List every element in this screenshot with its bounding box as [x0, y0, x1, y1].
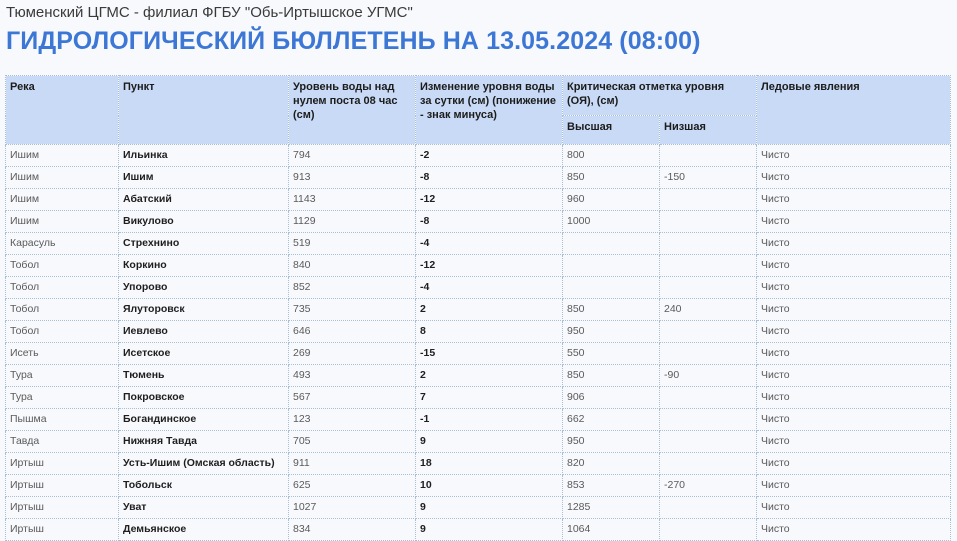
cell-ice-phenomena: Чисто [757, 145, 951, 167]
cell-level-change: -8 [416, 211, 563, 233]
cell-station: Ильинка [119, 145, 289, 167]
table-row [6, 321, 951, 343]
cell-critical-low [660, 233, 757, 255]
cell-station: Тобольск [119, 475, 289, 497]
cell-critical-high: 960 [563, 189, 660, 211]
cell-critical-low [660, 343, 757, 365]
column-header-critical-low: Низшая [660, 116, 757, 145]
cell-station: Викулово [119, 211, 289, 233]
cell-water-level: 911 [289, 453, 416, 475]
cell-critical-high: 1000 [563, 211, 660, 233]
cell-critical-low [660, 497, 757, 519]
cell-station: Нижняя Тавда [119, 431, 289, 453]
cell-station: Иевлево [119, 321, 289, 343]
hydrological-table [5, 75, 951, 541]
cell-level-change: 7 [416, 387, 563, 409]
cell-critical-high: 662 [563, 409, 660, 431]
cell-critical-low [660, 321, 757, 343]
cell-water-level: 269 [289, 343, 416, 365]
cell-river: Ишим [6, 189, 119, 211]
cell-critical-low [660, 409, 757, 431]
table-row [6, 343, 951, 365]
cell-station: Исетское [119, 343, 289, 365]
cell-station: Коркино [119, 255, 289, 277]
cell-critical-high: 850 [563, 365, 660, 387]
cell-ice-phenomena: Чисто [757, 343, 951, 365]
cell-critical-high [563, 277, 660, 299]
cell-critical-low: -270 [660, 475, 757, 497]
cell-critical-high: 550 [563, 343, 660, 365]
cell-critical-high: 850 [563, 167, 660, 189]
cell-river: Иртыш [6, 497, 119, 519]
cell-water-level: 123 [289, 409, 416, 431]
table-header [6, 76, 951, 145]
cell-level-change: 18 [416, 453, 563, 475]
cell-water-level: 834 [289, 519, 416, 541]
cell-critical-high: 950 [563, 431, 660, 453]
cell-river: Тобол [6, 277, 119, 299]
cell-critical-low [660, 453, 757, 475]
table-row [6, 233, 951, 255]
cell-ice-phenomena: Чисто [757, 277, 951, 299]
cell-ice-phenomena: Чисто [757, 321, 951, 343]
cell-level-change: -12 [416, 189, 563, 211]
cell-critical-low: 240 [660, 299, 757, 321]
cell-level-change: -1 [416, 409, 563, 431]
cell-station: Ялуторовск [119, 299, 289, 321]
table-row [6, 409, 951, 431]
cell-critical-high [563, 233, 660, 255]
column-header-ice-phenomena: Ледовые явления [757, 76, 951, 145]
cell-ice-phenomena: Чисто [757, 189, 951, 211]
cell-station: Абатский [119, 189, 289, 211]
cell-water-level: 852 [289, 277, 416, 299]
table-row [6, 497, 951, 519]
cell-station: Демьянское [119, 519, 289, 541]
cell-ice-phenomena: Чисто [757, 431, 951, 453]
cell-level-change: 9 [416, 519, 563, 541]
cell-water-level: 794 [289, 145, 416, 167]
cell-water-level: 493 [289, 365, 416, 387]
cell-ice-phenomena: Чисто [757, 497, 951, 519]
cell-water-level: 1129 [289, 211, 416, 233]
cell-critical-low [660, 145, 757, 167]
cell-critical-high [563, 255, 660, 277]
cell-critical-low [660, 189, 757, 211]
cell-ice-phenomena: Чисто [757, 365, 951, 387]
cell-critical-high: 1285 [563, 497, 660, 519]
cell-level-change: 2 [416, 299, 563, 321]
cell-critical-high: 800 [563, 145, 660, 167]
cell-level-change: -8 [416, 167, 563, 189]
cell-level-change: 9 [416, 497, 563, 519]
cell-station: Богандинское [119, 409, 289, 431]
cell-critical-low [660, 255, 757, 277]
cell-station: Покровское [119, 387, 289, 409]
cell-river: Ишим [6, 211, 119, 233]
cell-river: Тавда [6, 431, 119, 453]
cell-water-level: 646 [289, 321, 416, 343]
table-row [6, 365, 951, 387]
table-row [6, 189, 951, 211]
cell-river: Тобол [6, 255, 119, 277]
cell-river: Карасуль [6, 233, 119, 255]
table-row [6, 475, 951, 497]
cell-water-level: 1027 [289, 497, 416, 519]
table-row [6, 519, 951, 541]
cell-critical-high: 820 [563, 453, 660, 475]
cell-critical-high: 850 [563, 299, 660, 321]
table-row [6, 387, 951, 409]
cell-water-level: 1143 [289, 189, 416, 211]
cell-river: Тобол [6, 299, 119, 321]
table-row [6, 277, 951, 299]
cell-critical-high: 853 [563, 475, 660, 497]
cell-critical-low [660, 387, 757, 409]
column-header-critical-mark: Критическая отметка уровня (ОЯ), (см) [563, 76, 757, 116]
cell-critical-low: -150 [660, 167, 757, 189]
cell-level-change: -2 [416, 145, 563, 167]
cell-water-level: 625 [289, 475, 416, 497]
cell-critical-low [660, 431, 757, 453]
cell-level-change: 8 [416, 321, 563, 343]
cell-river: Иртыш [6, 475, 119, 497]
cell-level-change: -15 [416, 343, 563, 365]
cell-ice-phenomena: Чисто [757, 167, 951, 189]
cell-river: Тура [6, 365, 119, 387]
column-header-critical-high: Высшая [563, 116, 660, 145]
cell-river: Исеть [6, 343, 119, 365]
cell-water-level: 705 [289, 431, 416, 453]
table-row [6, 255, 951, 277]
cell-level-change: 10 [416, 475, 563, 497]
table-row [6, 453, 951, 475]
cell-ice-phenomena: Чисто [757, 475, 951, 497]
cell-water-level: 567 [289, 387, 416, 409]
column-header-river: Река [6, 76, 119, 145]
cell-water-level: 519 [289, 233, 416, 255]
cell-critical-low [660, 277, 757, 299]
cell-ice-phenomena: Чисто [757, 233, 951, 255]
cell-level-change: 2 [416, 365, 563, 387]
table-row [6, 431, 951, 453]
cell-river: Иртыш [6, 453, 119, 475]
cell-critical-low: -90 [660, 365, 757, 387]
cell-critical-high: 950 [563, 321, 660, 343]
cell-water-level: 840 [289, 255, 416, 277]
cell-station: Тюмень [119, 365, 289, 387]
cell-level-change: 9 [416, 431, 563, 453]
table-row [6, 167, 951, 189]
cell-ice-phenomena: Чисто [757, 255, 951, 277]
cell-level-change: -12 [416, 255, 563, 277]
cell-station: Упорово [119, 277, 289, 299]
cell-station: Уват [119, 497, 289, 519]
table-row [6, 145, 951, 167]
cell-ice-phenomena: Чисто [757, 387, 951, 409]
cell-ice-phenomena: Чисто [757, 211, 951, 233]
column-header-station: Пункт [119, 76, 289, 145]
cell-critical-low [660, 211, 757, 233]
cell-water-level: 735 [289, 299, 416, 321]
cell-river: Пышма [6, 409, 119, 431]
cell-river: Ишим [6, 145, 119, 167]
cell-critical-high: 1064 [563, 519, 660, 541]
cell-level-change: -4 [416, 233, 563, 255]
table-row [6, 299, 951, 321]
page-title: ГИДРОЛОГИЧЕСКИЙ БЮЛЛЕТЕНЬ НА 13.05.2024 (08:00) [6, 27, 701, 55]
cell-river: Иртыш [6, 519, 119, 541]
cell-ice-phenomena: Чисто [757, 409, 951, 431]
cell-ice-phenomena: Чисто [757, 299, 951, 321]
cell-water-level: 913 [289, 167, 416, 189]
cell-river: Тобол [6, 321, 119, 343]
cell-station: Ишим [119, 167, 289, 189]
cell-river: Тура [6, 387, 119, 409]
cell-critical-high: 906 [563, 387, 660, 409]
cell-critical-low [660, 519, 757, 541]
cell-station: Усть-Ишим (Омская область) [119, 453, 289, 475]
cell-ice-phenomena: Чисто [757, 453, 951, 475]
column-header-level-change: Изменение уровня воды за сутки (см) (понижение - знак минуса) [416, 76, 563, 145]
table-row [6, 211, 951, 233]
cell-level-change: -4 [416, 277, 563, 299]
cell-river: Ишим [6, 167, 119, 189]
table-body [6, 145, 951, 541]
cell-ice-phenomena: Чисто [757, 519, 951, 541]
column-header-water-level: Уровень воды над нулем поста 08 час (см) [289, 76, 416, 145]
organization-name: Тюменский ЦГМС - филиал ФГБУ "Обь-Иртышское УГМС" [6, 4, 413, 21]
cell-station: Стрехнино [119, 233, 289, 255]
